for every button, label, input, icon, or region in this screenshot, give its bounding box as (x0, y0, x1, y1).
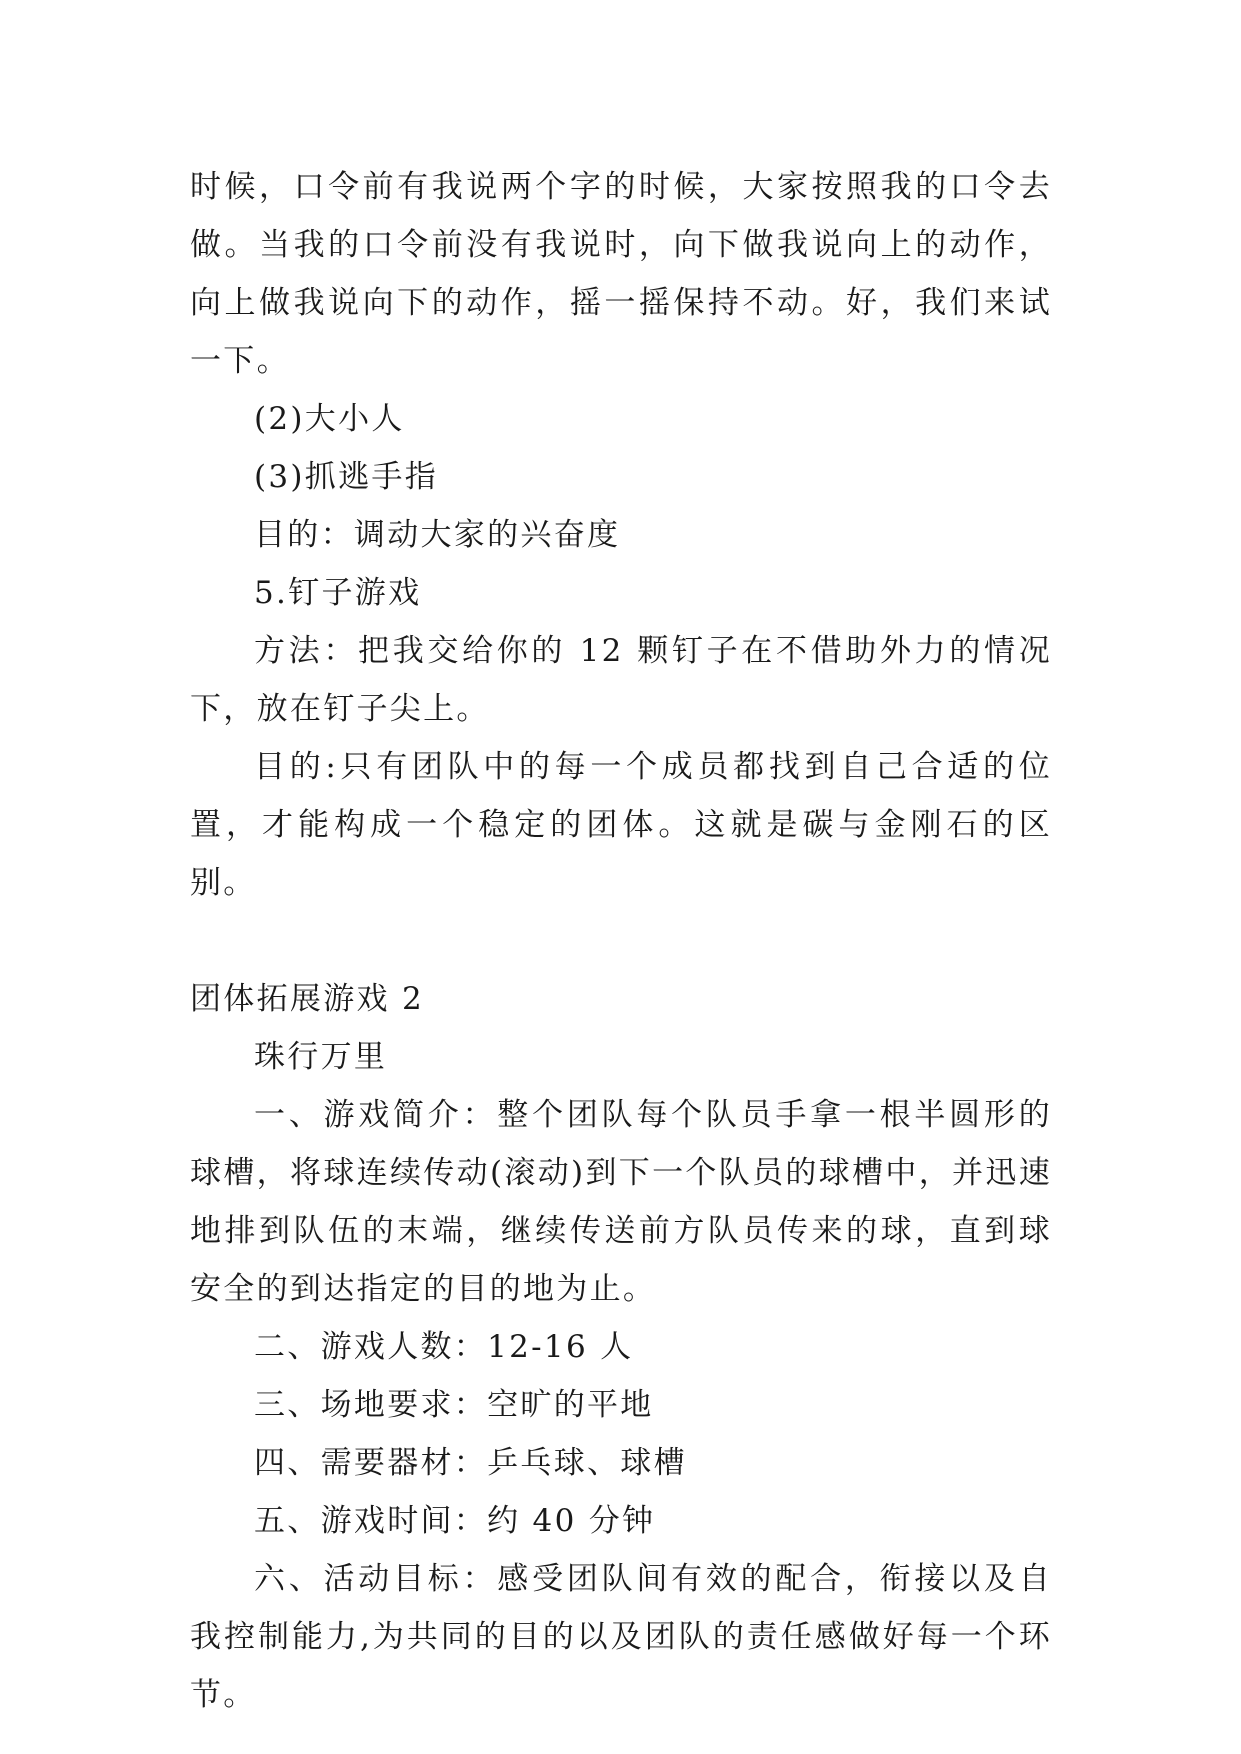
section-heading: 团体拓展游戏 2 (190, 981, 424, 1017)
paragraph-game-intro: 一、游戏简介：整个团队每个队员手拿一根半圆形的球槽，将球连续传动(滚动)到下一个队员的球槽中，并迅速地排到队伍的末端，继续传送前方队员传来的球，直到球安全的到达指定的目的地为止。 (190, 1097, 1052, 1307)
paragraph-objective: 六、活动目标：感受团队间有效的配合，衔接以及自我控制能力,为共同的目的以及团队的责任感做好每一个环节。 (190, 1561, 1052, 1713)
paragraph-player-count: 二、游戏人数：12-16 人 (254, 1329, 634, 1365)
paragraph-duration: 五、游戏时间：约 40 分钟 (254, 1503, 656, 1539)
paragraph-continuation: 时候，口令前有我说两个字的时候，大家按照我的口令去做。当我的口令前没有我说时，向下做我说向上的动作，向上做我说向下的动作，摇一摇保持不动。好，我们来试一下。 (190, 169, 1052, 379)
list-item-catch-finger: (3)抓逃手指 (254, 459, 439, 495)
document-body (190, 158, 1052, 1724)
section-spacer (190, 912, 1052, 970)
paragraph-venue: 三、场地要求：空旷的平地 (254, 1387, 654, 1423)
list-item-nail-game: 5.钉子游戏 (254, 575, 422, 611)
paragraph-method: 方法：把我交给你的 12 颗钉子在不借助外力的情况下，放在钉子尖上。 (190, 633, 1052, 727)
paragraph-purpose-2: 目的:只有团队中的每一个成员都找到自己合适的位置，才能构成一个稳定的团体。这就是碳与金刚石的区别。 (190, 749, 1052, 901)
paragraph-equipment: 四、需要器材：乒乓球、球槽 (254, 1445, 687, 1481)
game-title: 珠行万里 (254, 1039, 388, 1075)
paragraph-purpose-1: 目的：调动大家的兴奋度 (254, 517, 621, 553)
list-item-big-small-person: (2)大小人 (254, 401, 405, 437)
